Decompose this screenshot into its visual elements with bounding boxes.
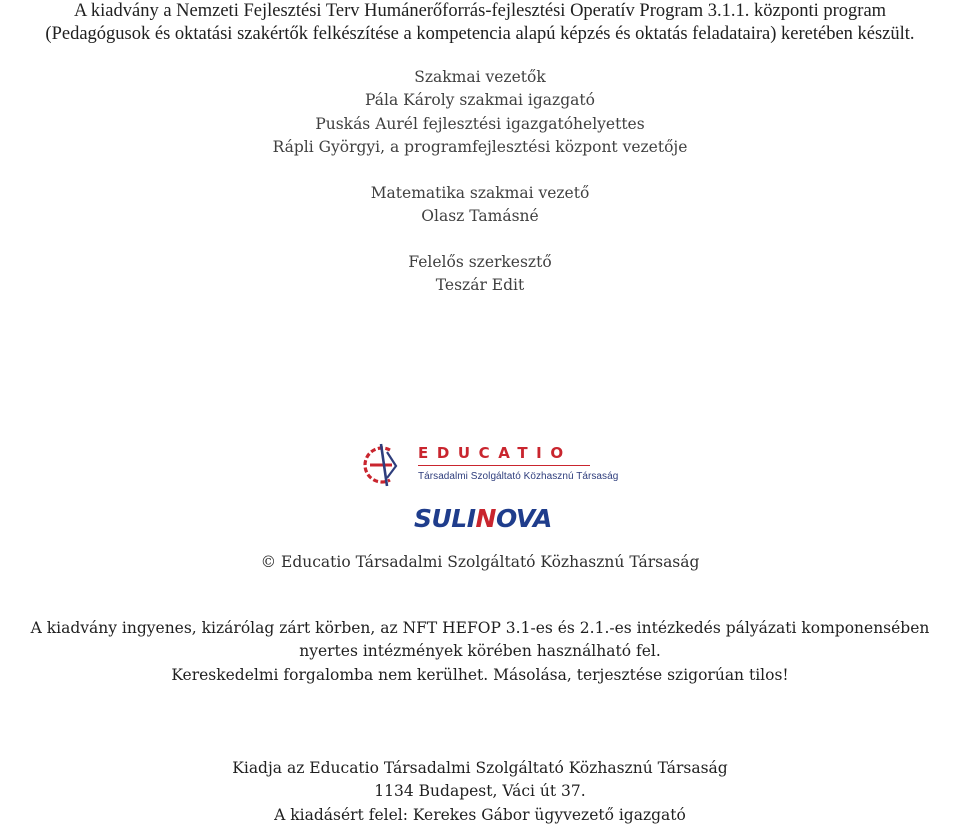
program-header — [0, 0, 960, 46]
copyright-line — [0, 551, 960, 574]
publisher-responsible: A kiadásért felel: Kerekes Gábor ügyvezető igazgató — [274, 805, 686, 824]
math-leader-title: Matematika szakmai vezető — [370, 184, 590, 202]
sulinova-ova: OVA — [495, 504, 552, 533]
sulinova-suli: SULI — [414, 504, 476, 533]
math-leader — [0, 182, 960, 229]
notice-line: Kereskedelmi forgalomba nem kerülhet. Másolása, terjesztése szigorúan tilos! — [171, 665, 789, 684]
sulinova-logo — [414, 504, 564, 534]
notice-line: A kiadvány ingyenes, kizárólag zárt körben, az NFT HEFOP 3.1-es és 2.1.-es intézkedés pályázati komponensében — [30, 619, 930, 637]
header-line-1: A kiadvány a Nemzeti Fejlesztési Terv Humánerőforrás-fejlesztési Operatív Program 3.1.1. központi program — [73, 1, 887, 21]
leader-name: Puskás Aurél fejlesztési igazgatóhelyettes — [315, 114, 645, 133]
educatio-logo — [360, 440, 619, 488]
publisher-info — [0, 757, 960, 827]
responsible-editor — [0, 251, 960, 298]
editor-name: Teszár Edit — [435, 276, 525, 295]
notice-line: nyertes intézmények körében használható fel. — [299, 642, 661, 661]
professional-leaders-title: Szakmai vezetők — [414, 68, 546, 86]
math-leader-name: Olasz Tamásné — [421, 207, 539, 226]
educatio-wordmark: EDUCATIO — [418, 444, 572, 462]
sulinova-n: N — [475, 504, 496, 533]
usage-notice — [0, 617, 960, 687]
educatio-subtitle: Társadalmi Szolgáltató Közhasznú Társaság — [418, 471, 619, 482]
leader-name: Rápli Györgyi, a programfejlesztési központ vezetője — [272, 137, 688, 156]
publisher-line: Kiadja az Educatio Társadalmi Szolgáltató Közhasznú Társaság — [232, 759, 728, 777]
leader-name: Pála Károly szakmai igazgató — [365, 91, 595, 110]
educatio-rule — [418, 465, 590, 466]
educatio-emblem-icon — [360, 440, 410, 488]
professional-leaders — [0, 66, 960, 159]
editor-title: Felelős szerkesztő — [408, 253, 552, 271]
header-line-2: (Pedagógusok és oktatási szakértők felkészítése a kompetencia alapú képzés és oktatás feladataira) keretében készült. — [45, 24, 915, 44]
copyright-text: © Educatio Társadalmi Szolgáltató Közhasznú Társaság — [260, 553, 700, 571]
publisher-address: 1134 Budapest, Váci út 37. — [374, 782, 586, 801]
